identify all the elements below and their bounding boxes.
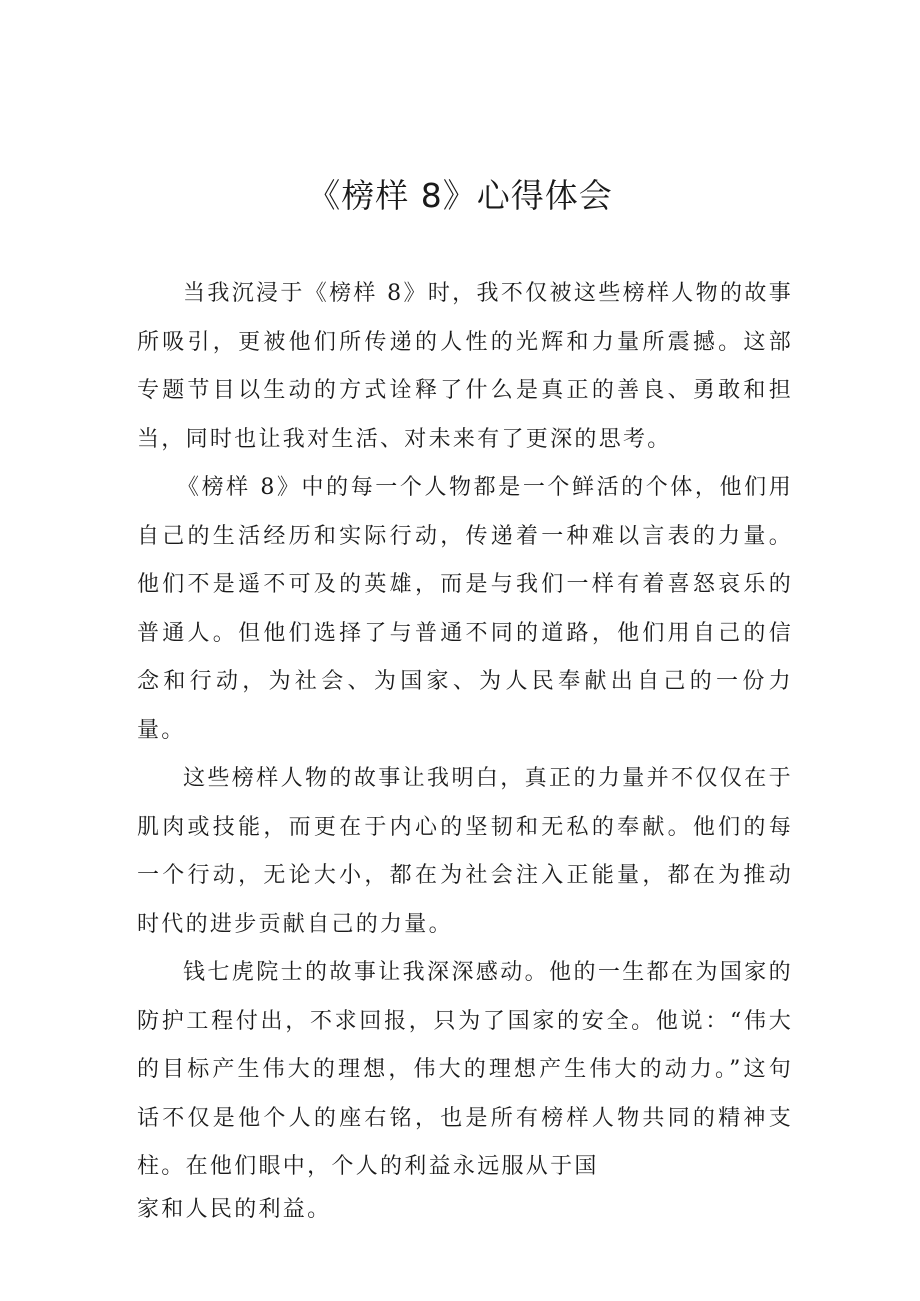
paragraph-2: 《榜样 8》中的每一个人物都是一个鲜活的个体，他们用自己的生活经历和实际行动，传递着一种难以言表的力量。他们不是遥不可及的英雄，而是与我们一样有着喜怒哀乐的普通人。但他们选择了与普通不同的道路，他们用自己的信念和行动，为社会、为国家、为人民奉献出自己的一份力量。 xyxy=(137,475,793,743)
paragraph-4-tail: 家和人民的利益。 xyxy=(137,1196,332,1222)
paragraph-3: 这些榜样人物的故事让我明白，真正的力量并不仅仅在于肌肉或技能，而更在于内心的坚韧和无私的奉献。他们的每一个行动，无论大小，都在为社会注入正能量，都在为推动时代的进步贡献自己的力量。 xyxy=(137,766,793,937)
paragraph-4: 钱七虎院士的故事让我深深感动。他的一生都在为国家的防护工程付出，不求回报，只为了国家的安全。他说：“伟大的目标产生伟大的理想，伟大的理想产生伟大的动力。”这句话不仅是他个人的座右铭，也是所有榜样人物共同的精神支柱。在他们眼中，个人的利益永远服从于国 xyxy=(137,960,793,1179)
document-title: 《榜样 8》心得体会 xyxy=(307,176,613,215)
document-body xyxy=(137,270,793,1228)
paragraph-1: 当我沉浸于《榜样 8》时，我不仅被这些榜样人物的故事所吸引，更被他们所传递的人性的光辉和力量所震撼。这部专题节目以生动的方式诠释了什么是真正的善良、勇敢和担当，同时也让我对生活、对未来有了更深的思考。 xyxy=(137,281,793,452)
